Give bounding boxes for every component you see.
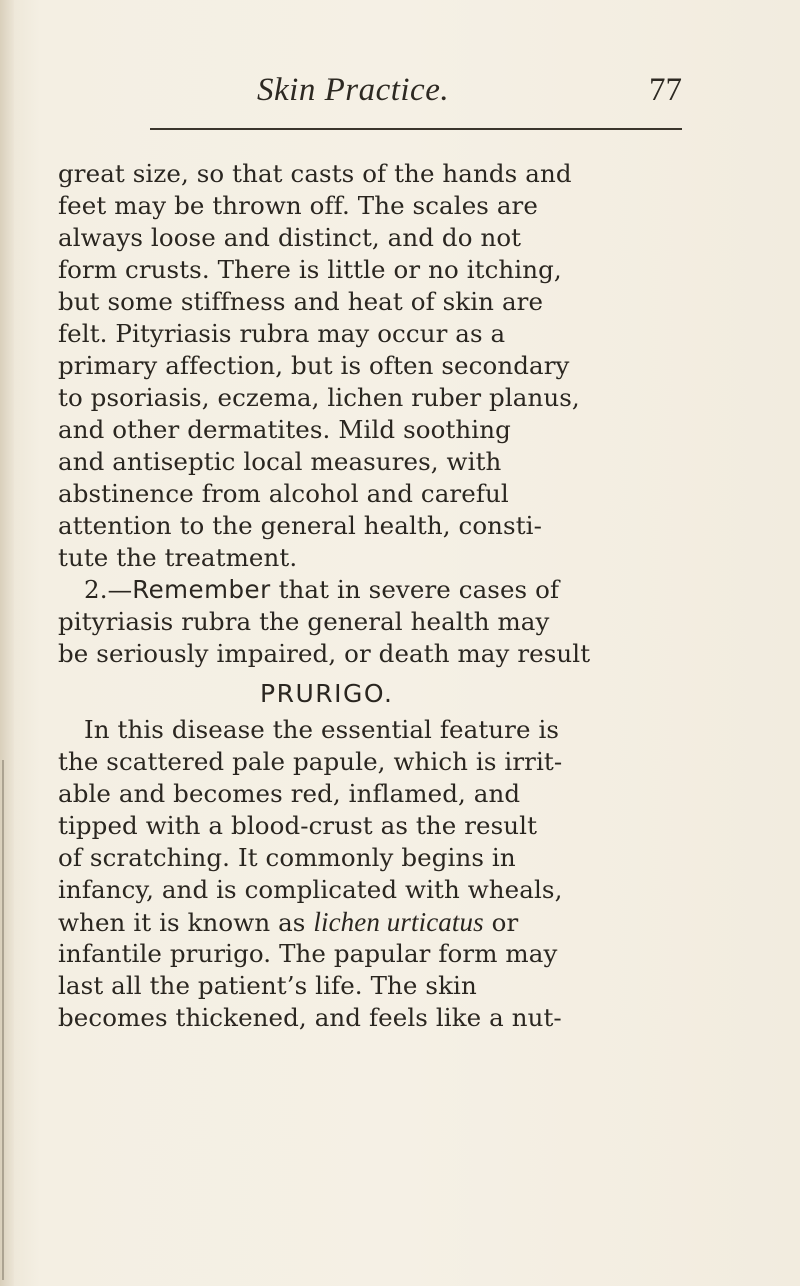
text-line: but some stiffness and heat of skin are bbox=[58, 287, 544, 316]
text-line: In this disease the essential feature is bbox=[84, 715, 560, 744]
item-number: 2.— bbox=[84, 575, 133, 604]
line-part: when it is known as bbox=[58, 908, 314, 937]
text-line: to psoriasis, eczema, lichen ruber planus, bbox=[58, 383, 580, 412]
text-line: abstinence from alcohol and careful bbox=[58, 479, 509, 508]
text-line: of scratching. It commonly begins in bbox=[58, 843, 516, 872]
text-line: tute the treatment. bbox=[58, 543, 298, 572]
page-number: 77 bbox=[649, 72, 682, 108]
text-line: pityriasis rubra the general health may bbox=[58, 607, 550, 636]
line-rest: that in severe cases of bbox=[270, 575, 560, 604]
text-line: the scattered pale papule, which is irrit- bbox=[58, 747, 563, 776]
text-line bbox=[58, 906, 748, 938]
text-line: always loose and distinct, and do not bbox=[58, 223, 522, 252]
text-line: infancy, and is complicated with wheals, bbox=[58, 875, 563, 904]
italic-term: lichen urticatus bbox=[313, 907, 484, 937]
text-line: form crusts. There is little or no itching, bbox=[58, 255, 562, 284]
text-line: tipped with a blood-crust as the result bbox=[58, 811, 538, 840]
text-line: felt. Pityriasis rubra may occur as a bbox=[58, 319, 506, 348]
section-heading: PRURIGO. bbox=[260, 679, 394, 708]
line-part: or bbox=[483, 908, 519, 937]
running-title: Skin Practice. bbox=[257, 72, 450, 108]
text-line: and antiseptic local measures, with bbox=[58, 447, 502, 476]
text-line: attention to the general health, consti- bbox=[58, 511, 542, 540]
text-line: and other dermatites. Mild soothing bbox=[58, 415, 511, 444]
paragraph-1 bbox=[58, 158, 748, 574]
text-line: able and becomes red, inflamed, and bbox=[58, 779, 521, 808]
paragraph-3 bbox=[58, 714, 748, 1034]
paragraph-2 bbox=[58, 574, 748, 670]
body-text bbox=[58, 158, 748, 1034]
text-line: great size, so that casts of the hands and bbox=[58, 159, 572, 188]
emphasis-word: Remember bbox=[132, 575, 271, 604]
text-line bbox=[58, 574, 748, 606]
running-head bbox=[150, 72, 690, 116]
text-line: last all the patient’s life. The skin bbox=[58, 971, 477, 1000]
text-line: primary affection, but is often secondary bbox=[58, 351, 570, 380]
text-line: infantile prurigo. The papular form may bbox=[58, 939, 558, 968]
text-line: becomes thickened, and feels like a nut- bbox=[58, 1003, 562, 1032]
margin-rule bbox=[2, 760, 4, 1280]
text-line: be seriously impaired, or death may result bbox=[58, 639, 591, 668]
header-rule bbox=[150, 128, 682, 130]
text-line: feet may be thrown off. The scales are bbox=[58, 191, 538, 220]
